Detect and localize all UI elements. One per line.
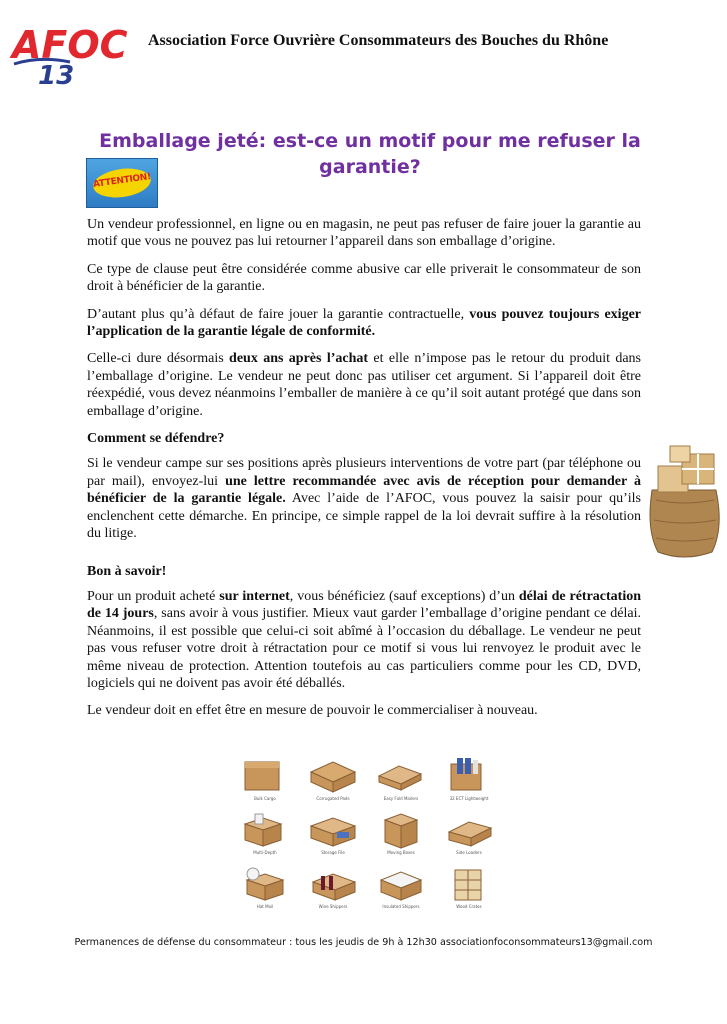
- box-type-label: Easy Fold Mailers: [383, 796, 419, 801]
- box-thumbnail: [368, 862, 434, 904]
- box-types-grid: [232, 752, 502, 918]
- box-type-item: [232, 860, 298, 914]
- box-type-label: Storage File: [321, 850, 345, 855]
- box-type-item: [232, 752, 298, 806]
- heading-good-to-know: Bon à savoir!: [87, 563, 167, 579]
- attention-badge: [86, 158, 158, 208]
- heading-defend: Comment se défendre?: [87, 431, 225, 447]
- box-type-label: Wine Shippers: [318, 904, 348, 909]
- article-body: [87, 216, 641, 730]
- paragraph-4: Celle-ci dure désormais deux ans après l’achat et elle n’impose pas le retour du produit dans l’emballage d’origine. Le vendeur ne peut donc pas utiliser cet argument. Si l’appareil doit être réexpédié, vous devez néanmoins l’emballer de manière à ce qu’il soit autant protégé que dans son emballage d’origine.: [87, 351, 641, 419]
- paragraph-5: Si le vendeur campe sur ses positions après plusieurs interventions de votre part (par téléphone ou par mail), envoyez-lui une lettre recommandée avec avis de réception pour demander à bénéficier de la garantie légale. Avec l’aide de l’AFOC, vous pouvez la saisir pour qu’ils enclenchent cette démarche. En principe, ce simple rappel de la loi devrait suffire à la résolution du litige.: [87, 456, 641, 542]
- paragraph-2: Ce type de clause peut être considérée comme abusive car elle priverait le consommateur de son droit à bénéficier de la garantie.: [87, 261, 641, 295]
- box-thumbnail: [232, 862, 298, 904]
- box-thumbnail: [436, 754, 502, 796]
- box-thumbnail: [300, 754, 366, 796]
- footer-contact: Permanences de défense du consommateur : tous les jeudis de 9h à 12h30 associationfoconsommateurs13@gmail.com: [74, 937, 653, 948]
- box-thumbnail: [436, 808, 502, 850]
- box-thumbnail: [300, 862, 366, 904]
- box-thumbnail: [300, 808, 366, 850]
- box-type-label: Insulated Shippers: [382, 904, 420, 909]
- paragraph-7: Le vendeur doit en effet être en mesure de pouvoir le commercialiser à nouveau.: [87, 703, 538, 719]
- paragraph-1: Un vendeur professionnel, en ligne ou en magasin, ne peut pas refuser de faire jouer la garantie au motif que vous ne pouvez pas lui retourner l’appareil dans son emballage d’origine.: [87, 217, 641, 250]
- box-thumbnail: [232, 754, 298, 796]
- box-type-item: [436, 752, 502, 806]
- svg-text:AFOC: AFOC: [12, 23, 128, 67]
- box-type-item: [300, 806, 366, 860]
- association-name: Association Force Ouvrière Consommateurs des Bouches du Rhône: [148, 32, 609, 49]
- paragraph-3: D’autant plus qu’à défaut de faire jouer la garantie contractuelle, vous pouvez toujours exiger l’application de la garantie légale de conformité.: [87, 306, 641, 340]
- box-type-label: Side Loaders: [456, 850, 482, 855]
- box-thumbnail: [436, 862, 502, 904]
- box-type-item: [368, 752, 434, 806]
- box-type-label: Bulk Cargo: [254, 796, 276, 801]
- box-type-item: [300, 860, 366, 914]
- box-type-label: Corrugated Pads: [316, 796, 350, 801]
- box-type-item: [368, 860, 434, 914]
- box-type-label: Multi-Depth: [253, 850, 277, 855]
- box-thumbnail: [368, 808, 434, 850]
- parcel-sack-image: [644, 440, 724, 560]
- box-type-item: [436, 860, 502, 914]
- article-title: Emballage jeté: est-ce un motif pour me refuser la garantie?: [99, 130, 641, 178]
- paragraph-6: Pour un produit acheté sur internet, vous bénéficiez (sauf exceptions) d’un délai de rétractation de 14 jours, sans avoir à vous justifier. Mieux vaut garder l’emballage d’origine pendant ce délai. Néanmoins, il est possible que celui-ci soit abîmé à l’occasion du déballage. Le vendeur ne peut pas vous refuser votre droit à rétractation pour ce motif si vous lui renvoyez le produit avec le même niveau de protection. Attention toutefois au cas particuliers comme pour les CD, DVD, logiciels qui ne doivent pas avoir été déballés.: [87, 588, 642, 691]
- box-type-label: Wood Crates: [456, 904, 482, 909]
- box-type-item: [436, 806, 502, 860]
- box-thumbnail: [232, 808, 298, 850]
- svg-text:13: 13: [38, 61, 75, 91]
- box-type-item: [300, 752, 366, 806]
- badge-text: ATTENTION!: [92, 171, 152, 191]
- afoc-logo: [10, 16, 128, 91]
- box-thumbnail: [368, 754, 434, 796]
- box-type-item: [232, 806, 298, 860]
- box-type-label: Hat Mail: [256, 904, 274, 909]
- box-type-label: Moving Boxes: [387, 850, 415, 855]
- box-type-item: [368, 806, 434, 860]
- box-type-label: 32 ECT Lightweight: [449, 796, 489, 801]
